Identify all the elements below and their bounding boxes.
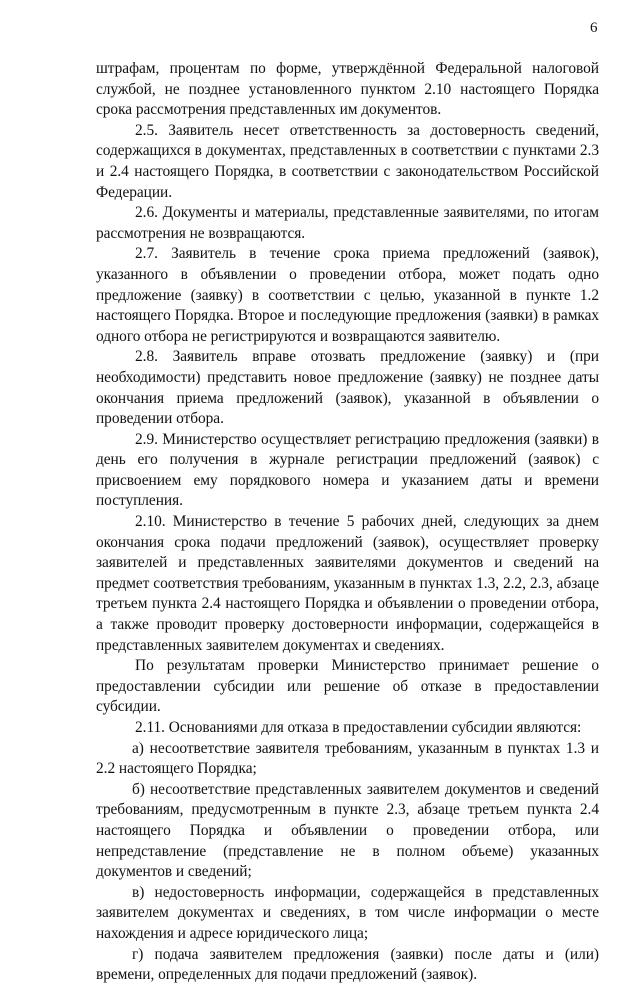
page-number: 6 [590, 20, 598, 36]
paragraph-2-9: 2.9. Министерство осуществляет регистрацию предложения (заявки) в день его получения в журнале регистрации предложений (заявок) с присвоением ему порядкового номера и указанием даты и времени поступления. [96, 430, 599, 510]
document-body [96, 59, 599, 986]
list-item-v: в) недостоверность информации, содержащейся в представленных заявителем документах и сведениях, в том числе информации о месте нахождения и адресе юридического лица; [96, 883, 599, 942]
paragraph-2-6: 2.6. Документы и материалы, представленные заявителями, по итогам рассмотрения не возвращаются. [96, 204, 599, 242]
paragraph-continuation: штрафам, процентам по форме, утверждённой Федеральной налоговой службой, не позднее установленного пунктом 2.10 настоящего Порядка срока рассмотрения представленных им документов. [96, 60, 599, 119]
list-item-g: г) подача заявителем предложения (заявки) после даты и (или) времени, определенных для подачи предложений (заявок). [96, 945, 599, 984]
paragraph-check-results: По результатам проверки Министерство принимает решение о предоставлении субсидии или решение об отказе в предоставлении субсидии. [96, 657, 599, 716]
list-item-a: а) несоответствие заявителя требованиям, указанным в пунктах 1.3 и 2.2 настоящего Порядка; [96, 739, 599, 778]
paragraph-2-5: 2.5. Заявитель несет ответственность за достоверность сведений, содержащихся в документах, представленных в соответствии с пунктами 2.3 и 2.4 настоящего Порядка, в соответствии с законодательством Российской Федерации. [96, 121, 599, 201]
paragraph-2-11: 2.11. Основаниями для отказа в предоставлении субсидии являются: [135, 719, 582, 736]
list-item-b: б) несоответствие представленных заявителем документов и сведений требованиям, предусмотренным в пункте 2.3, абзаце третьем пункта 2.4 настоящего Порядка и объявлении о проведении отбора, или непредставление (представление не в полном объеме) указанных документов и сведений; [96, 780, 599, 881]
paragraph-2-10: 2.10. Министерство в течение 5 рабочих дней, следующих за днем окончания срока подачи предложений (заявок), осуществляет проверку заявителей и представленных заявителями документов и сведений на предмет соответствия требованиям, указанным в пунктах 1.3, 2.2, 2.3, абзаце третьем пункта 2.4 настоящего Порядка и объявлении о проведении отбора, а также проводит проверку достоверности информации, содержащейся в представленных заявителем документах и сведениях. [96, 513, 599, 654]
paragraph-2-7: 2.7. Заявитель в течение срока приема предложений (заявок), указанного в объявлении о проведении отбора, может подать одно предложение (заявку) в соответствии с целью, указанной в пункте 1.2 настоящего Порядка. Второе и последующие предложения (заявки) в рамках одного отбора не регистрируются и возвращаются заявителю. [96, 245, 599, 345]
paragraph-2-8: 2.8. Заявитель вправе отозвать предложение (заявку) и (при необходимости) представить новое предложение (заявку) не позднее даты окончания приема предложений (заявок), указанной в объявлении о проведении отбора. [96, 348, 599, 428]
